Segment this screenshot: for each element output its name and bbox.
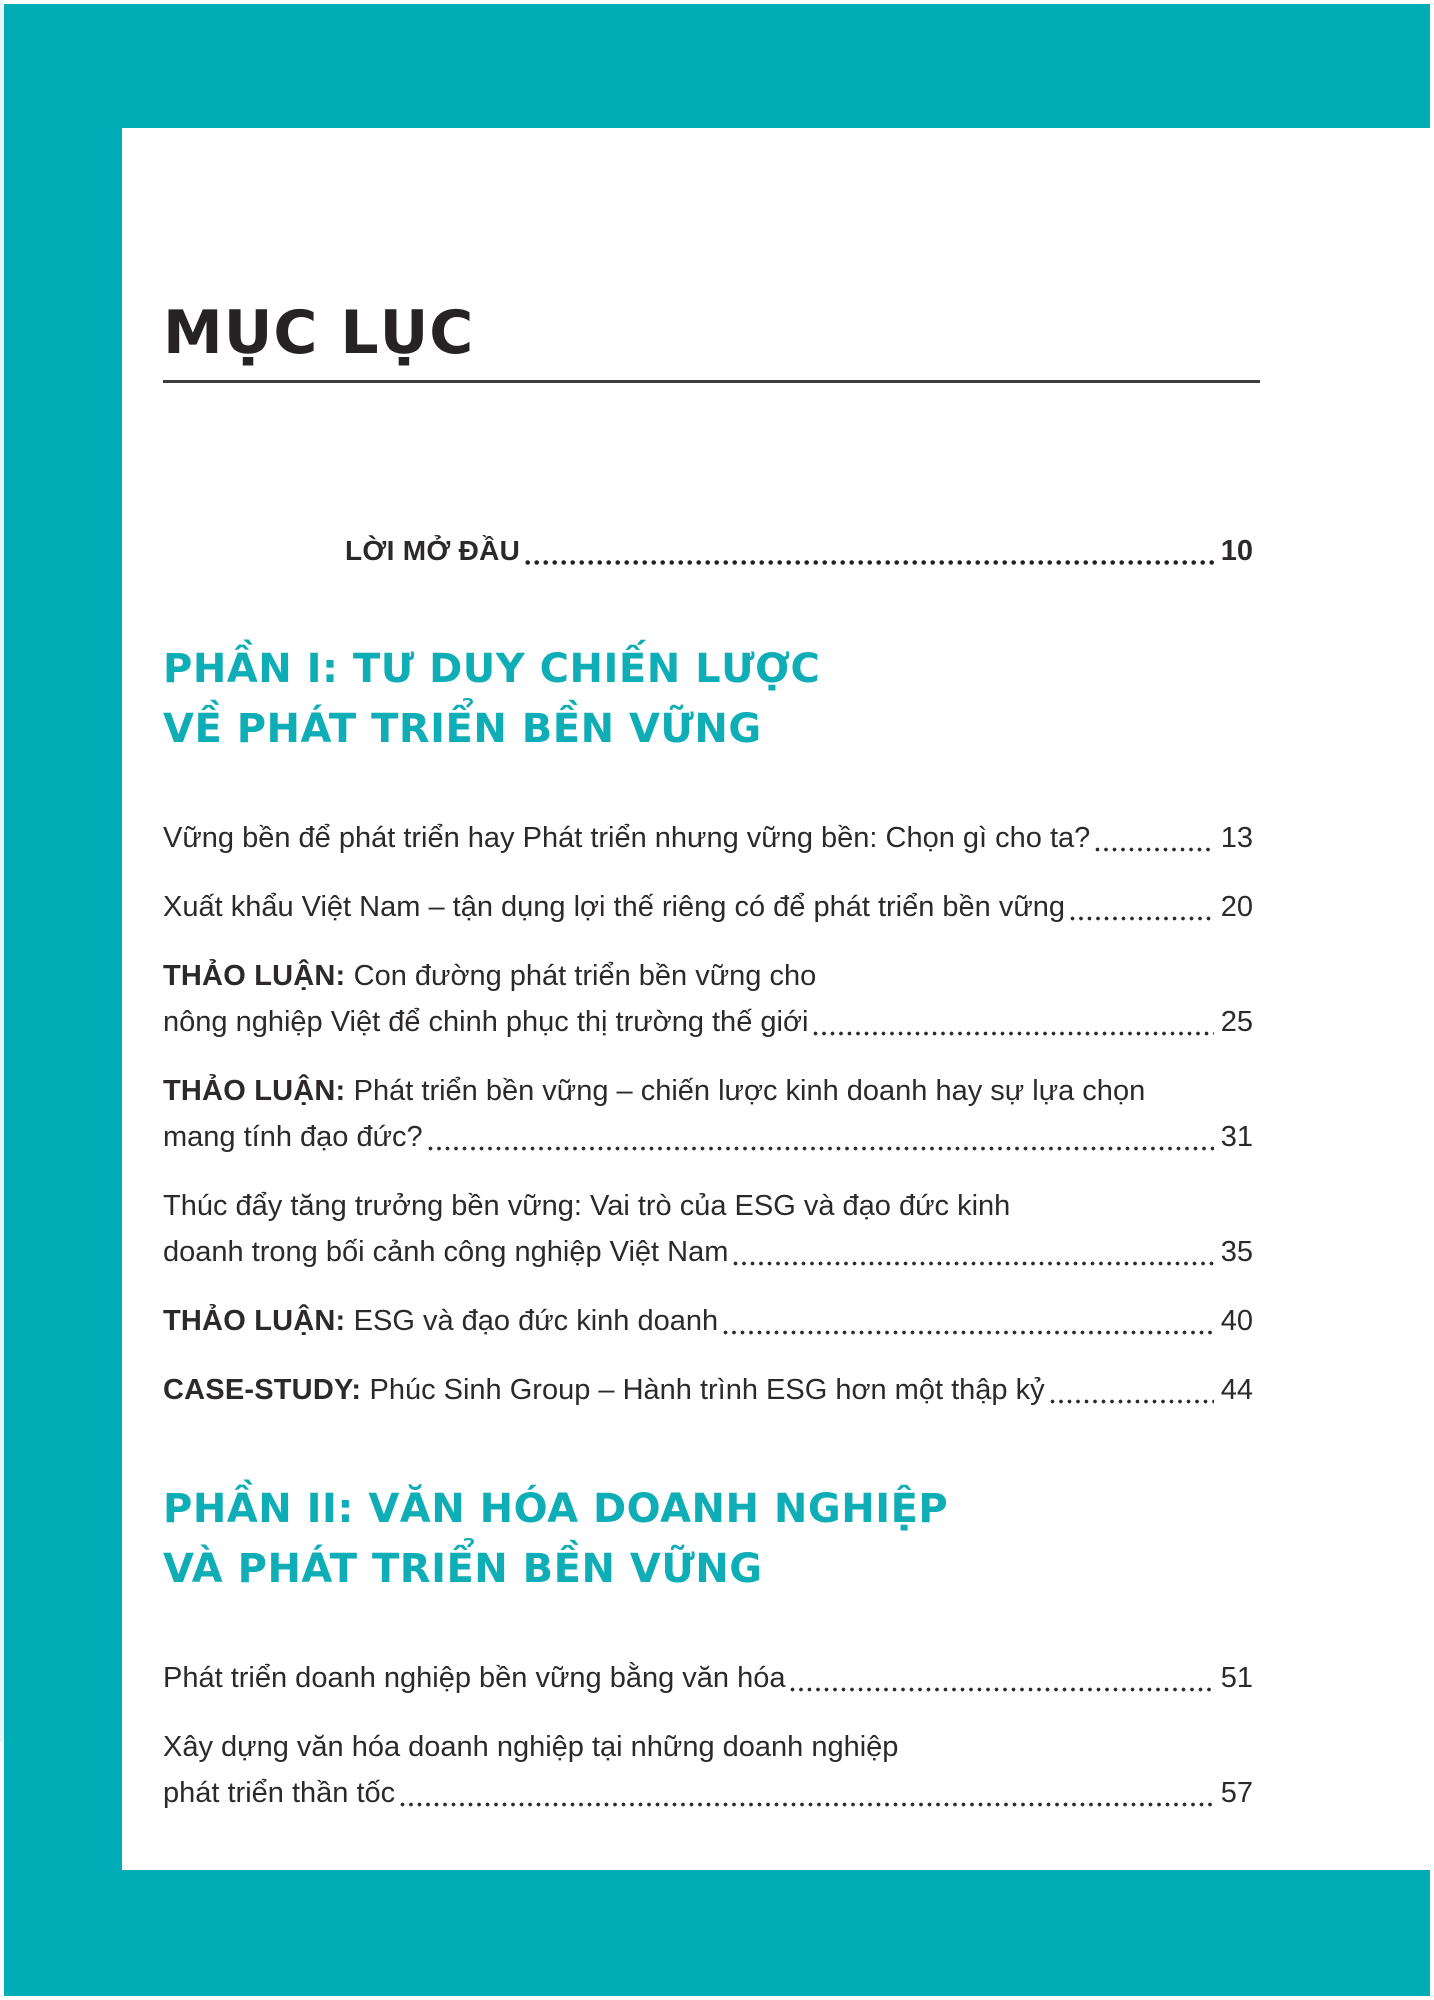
toc-entry-prefix: THẢO LUẬN: xyxy=(163,1305,354,1337)
toc-entry[interactable] xyxy=(163,1068,1253,1160)
toc-section-phan-2 xyxy=(163,1479,1253,1816)
toc-entry-prefix: CASE-STUDY: xyxy=(163,1374,370,1406)
toc-entry-text: ESG và đạo đức kinh doanh xyxy=(353,1305,719,1337)
section-heading-line: VỀ PHÁT TRIỂN BỀN VỮNG xyxy=(163,706,762,752)
dot-leader xyxy=(731,1229,1215,1275)
toc-sections xyxy=(163,639,1253,1816)
toc-entry-line xyxy=(163,1068,1253,1114)
toc-entry[interactable] xyxy=(163,1183,1253,1275)
toc-entry-text: Thúc đẩy tăng trưởng bền vững: Vai trò của ESG và đạo đức kinh xyxy=(163,1190,1011,1222)
dot-leader xyxy=(426,1114,1216,1160)
preface-label: LỜI MỞ ĐẦU xyxy=(345,535,521,566)
entry-list xyxy=(163,1655,1253,1816)
toc-entry-line xyxy=(163,815,1253,861)
toc-entry[interactable] xyxy=(163,1724,1253,1816)
page-number: 40 xyxy=(1220,1305,1253,1337)
page-border-left xyxy=(4,4,122,1996)
page-title: MỤC LỤC xyxy=(163,298,475,368)
toc-entry-line xyxy=(163,884,1253,930)
toc-entry-text: mang tính đạo đức? xyxy=(163,1121,423,1153)
toc-entry-prefix: THẢO LUẬN: xyxy=(163,960,354,992)
page-border-right xyxy=(0,0,3,1742)
section-heading-phan-2 xyxy=(163,1479,1253,1599)
toc-entry[interactable] xyxy=(163,1298,1253,1344)
dot-leader xyxy=(398,1770,1216,1816)
toc-content xyxy=(163,128,1253,1839)
toc-entry[interactable] xyxy=(163,953,1253,1045)
toc-entry-text: phát triển thần tốc xyxy=(163,1777,396,1809)
dot-leader xyxy=(523,529,1216,573)
section-heading-line: VÀ PHÁT TRIỂN BỀN VỮNG xyxy=(163,1546,763,1592)
toc-entry-line xyxy=(163,1298,1253,1344)
toc-entry[interactable] xyxy=(163,884,1253,930)
toc-entry-line xyxy=(163,1114,1253,1160)
title-underline xyxy=(163,380,1260,383)
dot-leader xyxy=(811,999,1215,1045)
dot-leader xyxy=(721,1298,1216,1344)
toc-entry[interactable] xyxy=(163,815,1253,861)
page-number: 25 xyxy=(1220,1006,1253,1038)
toc-entry-line xyxy=(163,953,1253,999)
toc-entry[interactable] xyxy=(163,1655,1253,1701)
section-heading-phan-1 xyxy=(163,639,1253,759)
page-border-top xyxy=(4,4,1430,128)
toc-entry-preface[interactable] xyxy=(345,529,1253,573)
dot-leader xyxy=(1068,884,1216,930)
toc-entry-line xyxy=(163,1183,1253,1229)
toc-entry-text: Xuất khẩu Việt Nam – tận dụng lợi thế riêng có để phát triển bền vững xyxy=(163,891,1066,923)
page-number: 35 xyxy=(1220,1236,1253,1268)
page-number: 51 xyxy=(1220,1662,1253,1694)
page-number: 13 xyxy=(1220,822,1253,854)
toc-entry-line xyxy=(163,1229,1253,1275)
toc-entry-text: Xây dựng văn hóa doanh nghiệp tại những doanh nghiệp xyxy=(163,1731,899,1763)
page-border-bottom xyxy=(4,1870,1430,1996)
page-number: 44 xyxy=(1220,1374,1253,1406)
toc-entry-text: Vững bền để phát triển hay Phát triển nhưng vững bền: Chọn gì cho ta? xyxy=(163,822,1091,854)
section-heading-line: PHẦN I: TƯ DUY CHIẾN LƯỢC xyxy=(163,646,821,692)
page-number: 31 xyxy=(1220,1121,1253,1153)
toc-entry-text: Con đường phát triển bền vững cho xyxy=(353,960,817,992)
toc-entry-line xyxy=(163,999,1253,1045)
toc-entry-line xyxy=(163,1770,1253,1816)
page-number: 20 xyxy=(1220,891,1253,923)
toc-entry-text: Phát triển bền vững – chiến lược kinh doanh hay sự lựa chọn xyxy=(353,1075,1146,1107)
toc-entry[interactable] xyxy=(163,1367,1253,1413)
dot-leader xyxy=(1093,815,1215,861)
preface-page-number: 10 xyxy=(1220,535,1253,567)
toc-entry-text: Phát triển doanh nghiệp bền vững bằng văn hóa xyxy=(163,1662,786,1694)
dot-leader xyxy=(788,1655,1215,1701)
toc-entry-line xyxy=(163,1724,1253,1770)
toc-entry-text: doanh trong bối cảnh công nghiệp Việt Nam xyxy=(163,1236,729,1268)
toc-entry-text: Phúc Sinh Group – Hành trình ESG hơn một thập kỷ xyxy=(369,1374,1045,1406)
toc-entry-line xyxy=(163,1655,1253,1701)
section-heading-line: PHẦN II: VĂN HÓA DOANH NGHIỆP xyxy=(163,1486,949,1532)
toc-entry-text: nông nghiệp Việt để chinh phục thị trường thế giới xyxy=(163,1006,809,1038)
toc-entry-prefix: THẢO LUẬN: xyxy=(163,1075,354,1107)
dot-leader xyxy=(1048,1367,1216,1413)
toc-entry-line xyxy=(163,1367,1253,1413)
entry-list xyxy=(163,815,1253,1413)
toc-section-phan-1 xyxy=(163,639,1253,1413)
page-number: 57 xyxy=(1220,1777,1253,1809)
